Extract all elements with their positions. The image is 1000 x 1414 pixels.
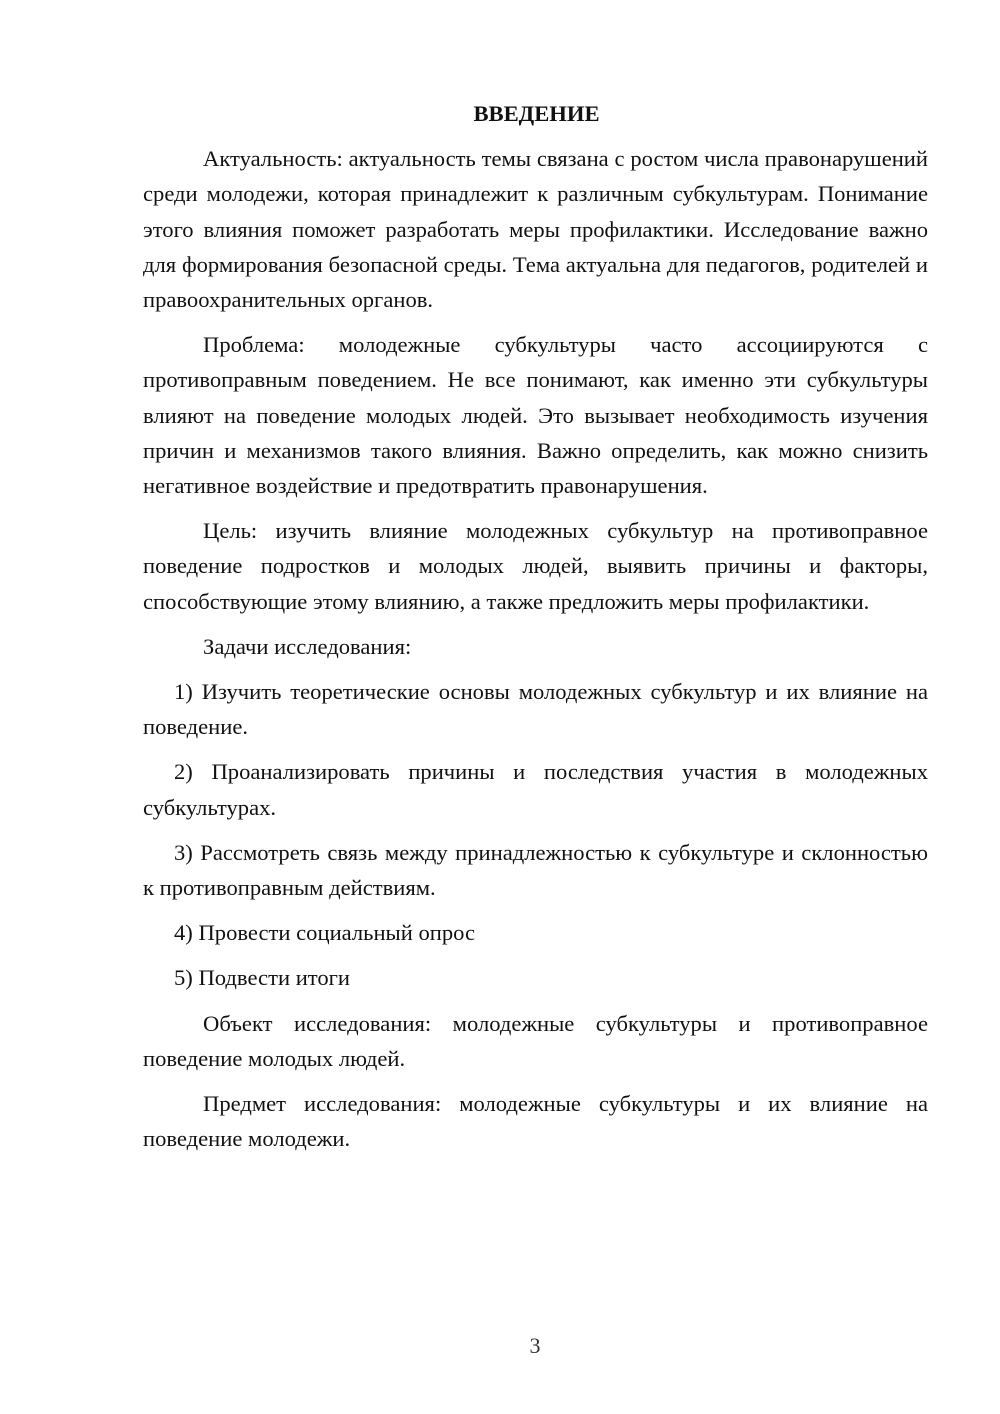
page-content [143, 96, 928, 1166]
task-item: 4) Провести социальный опрос [174, 920, 476, 946]
page-number: 3 [529, 1333, 541, 1358]
object-paragraph: Объект исследования: молодежные субкультуры и противоправное поведение молодых людей. [143, 1010, 928, 1071]
problem-paragraph: Проблема: молодежные субкультуры часто ассоциируются с противоправным поведением. Не все понимают, как именно эти субкультуры влияют на поведение молодых людей. Это вызывает необходимость изучения причин и механизмов такого влияния. Важно определить, как можно снизить негативное воздействие и предотвратить правонарушения. [143, 332, 928, 499]
task-item: 1) Изучить теоретические основы молодежных субкультур и их влияние на поведение. [143, 679, 928, 740]
task-item: 5) Подвести итоги [174, 965, 351, 991]
relevance-paragraph: Актуальность: актуальность темы связана с ростом числа правонарушений среди молодежи, которая принадлежит к различным субкультурам. Понимание этого влияния поможет разработать меры профилактики. Исследование важно для формирования безопасной среды. Тема актуальна для педагогов, родителей и правоохранительных органов. [143, 146, 928, 313]
goal-paragraph: Цель: изучить влияние молодежных субкультур на противоправное поведение подростков и молодых людей, выявить причины и факторы, способствующие этому влиянию, а также предложить меры профилактики. [143, 518, 928, 614]
task-item: 2) Проанализировать причины и последствия участия в молодежных субкультурах. [143, 759, 928, 820]
tasks-heading: Задачи исследования: [203, 633, 412, 659]
task-item: 3) Рассмотреть связь между принадлежностью к субкультуре и склонностью к противоправным действиям. [143, 839, 928, 901]
page-title: ВВЕДЕНИЕ [473, 101, 600, 126]
subject-paragraph: Предмет исследования: молодежные субкультуры и их влияние на поведение молодежи. [143, 1091, 928, 1152]
